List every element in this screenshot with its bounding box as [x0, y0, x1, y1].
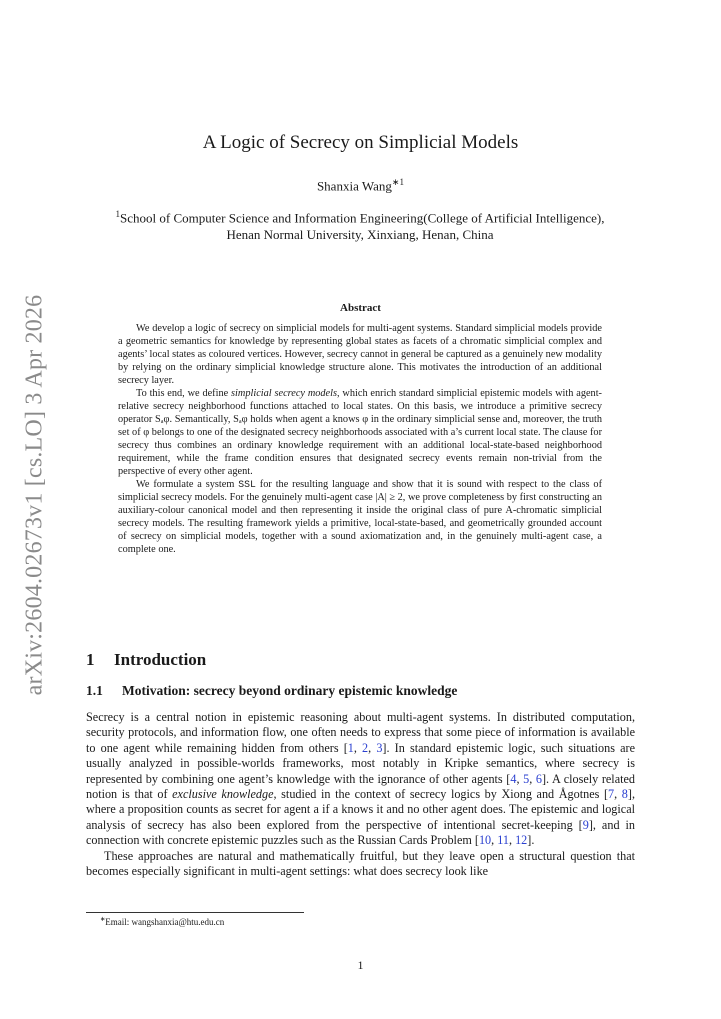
body-text-run: Secrecy is a central notion in epistemic reasoning about multi-agent systems. In distributed computation, security protocols, and information flow, one often needs to express that some piece of information is available to one agent while remaining hidden from others [: [86, 710, 635, 755]
citation-link[interactable]: 10: [478, 833, 492, 848]
author-name: Shanxia Wang: [316, 178, 392, 194]
section-heading-introduction: [86, 650, 206, 670]
citation-link[interactable]: 1: [347, 740, 354, 755]
citation-link[interactable]: 7: [608, 787, 615, 802]
citation-link[interactable]: 4: [510, 771, 517, 786]
abstract-p3-text: We formulate a system: [136, 479, 239, 490]
abstract-p3-text-cont: for the resulting language and show that it is sound with respect to the class of simplicial secrecy models. For the genuinely multi-agent case |A| ≥ 2, we prove completeness by first constructing an auxiliary-colour canonical model and then representing it inside the original class of pure A-chromatic simplicial secrecy models. The resulting framework yields a primitive, local-state-based, and geometrically grounded account of secrecy on simplicial models, together with a sound axiomatization and, in the genuinely multi-agent case, a complete one.: [118, 479, 602, 555]
body-paragraph-1: Secrecy is a central notion in epistemic reasoning about multi-agent systems. In distributed computation, security protocols, and information flow, one often needs to express that some piece of information is available to one agent while remaining hidden from others [1, 2, 3]. In standard epistemic logic, such situations are usually analyzed in possible-worlds frameworks, most notably in Kripke semantics, where secrecy is represented by combining one agent’s knowledge with the ignorance of other agents [4, 5, 6]. A closely related notion is that of exclusive knowledge, studied in the context of secrecy logics by Xiong and Ågotnes [7, 8], where a proposition counts as secret for agent a if a knows it and no other agent does. The epistemic and logical analysis of secrecy has also been explored from the perspective of intentional secret-keeping [9], and in connection with concrete epistemic puzzles such as the Russian Cards Problem [10, 11, 12].: [86, 710, 635, 848]
body-text-run: ]. A closely related notion is that of: [86, 771, 635, 802]
affiliation-text: School of Computer Science and Information Engineering(College of Artificial Intelligence), Henan Normal University, Xinxiang, Henan, China: [120, 210, 605, 243]
abstract-p2-text-cont: , which enrich standard simplicial epistemic models with agent-relative secrecy neighborhood functions attached to local states. On this basis, we introduce a primitive secrecy operator Sₐφ. Semantically, Sₐφ holds when agent a knows φ in the ordinary simplicial sense and, moreover, the truth set of φ belongs to one of the designated secrecy neighborhoods associated with a’s current local state. The clause for secrecy thus combines an ordinary knowledge requirement with an additional local-state-based neighborhood requirement, while the frame condition ensures that designated secrecy events remain non-trivial from the perspective of every other agent.: [118, 388, 602, 477]
subsection-number: 1.1: [86, 683, 103, 698]
affiliation: [110, 206, 610, 243]
body-paragraph-2: These approaches are natural and mathematically fruitful, but they leave open a structural question that becomes especially significant in multi-agent settings: what does secrecy look like: [86, 848, 635, 879]
citation-link[interactable]: 12: [515, 833, 528, 848]
body-text-run: ]. In standard epistemic logic, such situations are usually analyzed in possible-worlds frameworks, most notably in Kripke semantics, where secrecy is represented by combining one agent’s knowledge with the ignorance of other agents [: [86, 740, 635, 786]
abstract-paragraph-1: We develop a logic of secrecy on simplicial models for multi-agent systems. Standard simplicial models provide a geometric semantics for knowledge by representing global states as facets of a chromatic simplicial complex and agents’ local states as coloured vertices. However, secrecy cannot in general be captured as a genuinely new modality by relying on the ordinary simplicial knowledge structure alone. This motivates the introduction of an additional secrecy layer.: [118, 323, 603, 386]
footnote-rule: [86, 912, 304, 913]
subsection-title: Motivation: secrecy beyond ordinary epistemic knowledge: [122, 683, 458, 698]
body-text-run: , studied in the context of secrecy logics by Xiong and Ågotnes [: [273, 787, 609, 802]
citation-link[interactable]: 5: [523, 771, 530, 786]
abstract-heading: Abstract: [340, 302, 381, 314]
citation-link[interactable]: 8: [621, 787, 628, 802]
citation-link[interactable]: 6: [535, 771, 542, 786]
subsection-heading-motivation: [86, 683, 457, 699]
system-name: SSL: [238, 479, 256, 490]
author-marks: ∗1: [391, 177, 405, 187]
body-emphasis: exclusive knowledge: [172, 787, 274, 802]
body-text-run: ], and in connection with concrete epistemic puzzles such as the Russian Cards Problem [: [86, 817, 635, 848]
footnote-text: Email: wangshanxia@htu.edu.cn: [105, 917, 225, 927]
abstract-body: [118, 322, 602, 556]
paper-title: A Logic of Secrecy on Simplicial Models: [202, 132, 519, 153]
body-text-run: ], where a proposition counts as secret for agent a if a knows it and no other agent does. The epistemic and logical analysis of secrecy has also been explored from the perspective of intentional secret-keeping [: [86, 787, 635, 832]
body-text: [86, 710, 635, 879]
abstract-p2-emphasis: simplicial secrecy models: [231, 388, 337, 399]
arxiv-identifier-text: arXiv:2604.02673v1 [cs.LO] 3 Apr 2026: [21, 294, 48, 696]
citation-link[interactable]: 3: [376, 740, 383, 755]
section-number: 1: [86, 650, 95, 669]
footnote-mark: ∗: [100, 916, 106, 923]
affiliation-mark: 1: [115, 209, 121, 219]
author-line: [0, 177, 721, 194]
body-text-run: ].: [527, 833, 535, 848]
citation-link[interactable]: 11: [497, 833, 509, 848]
abstract-paragraph-3: [118, 478, 602, 556]
citation-link[interactable]: 9: [582, 817, 589, 832]
abstract-p2-text: To this end, we define: [136, 388, 232, 399]
section-title: Introduction: [114, 650, 207, 669]
abstract-paragraph-2: [118, 387, 602, 478]
footnote: [100, 916, 224, 927]
page-number: 1: [357, 958, 364, 972]
citation-link[interactable]: 2: [362, 740, 369, 755]
